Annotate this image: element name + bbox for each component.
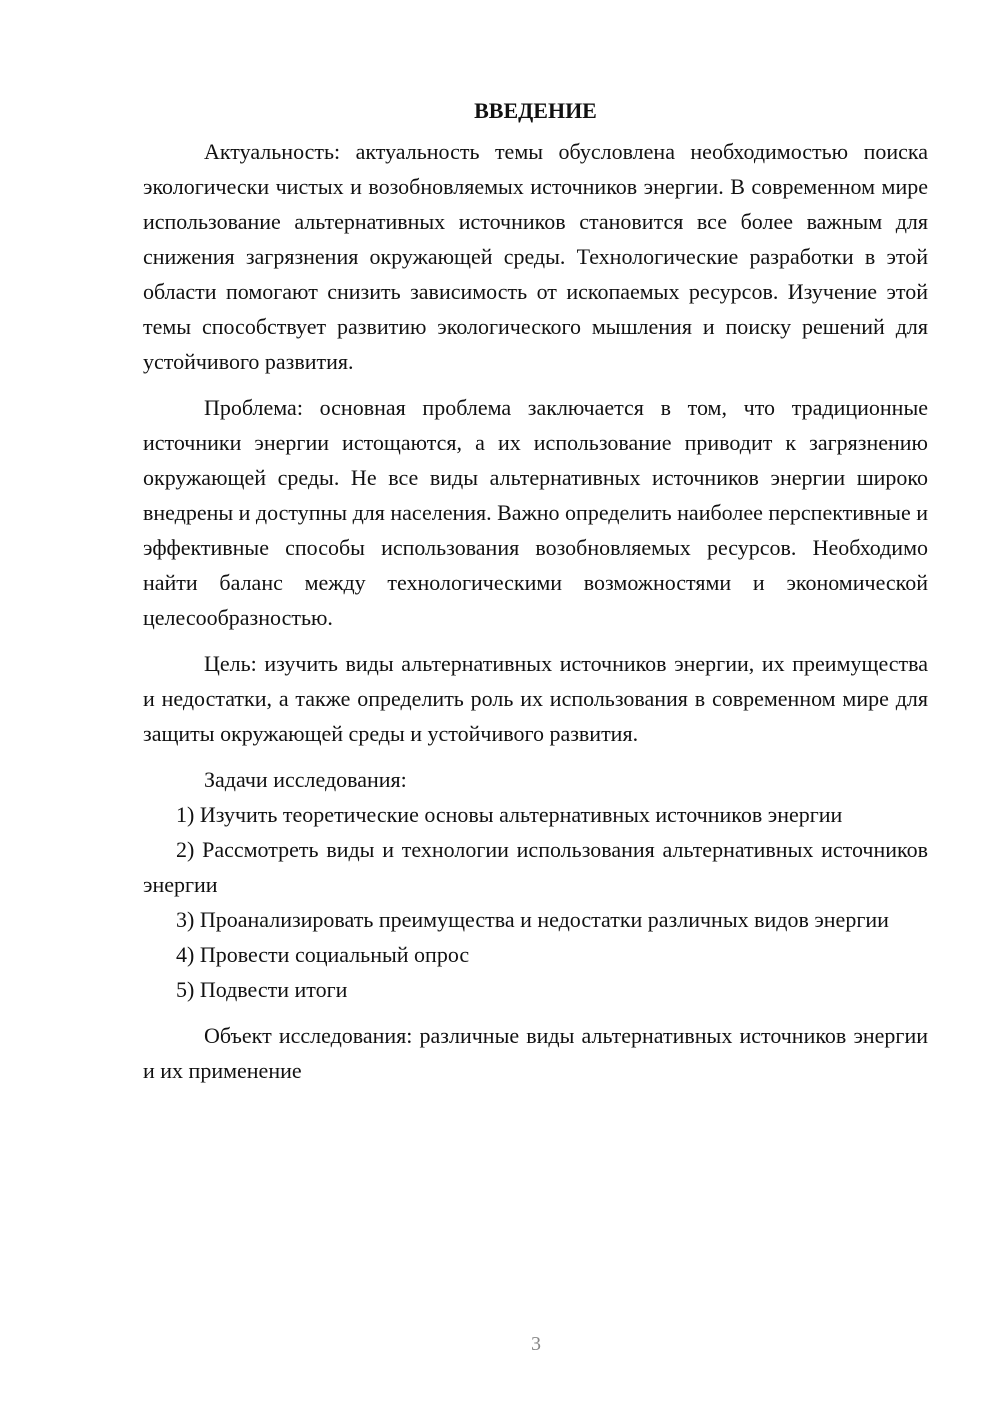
tasks-heading: Задачи исследования: [204, 767, 407, 792]
task-item: 4) Провести социальный опрос [176, 942, 470, 967]
document-page [143, 93, 928, 1088]
section-title: ВВЕДЕНИЕ [474, 98, 597, 123]
paragraph-goal: Цель: изучить виды альтернативных источников энергии, их преимущества и недостатки, а также определить роль их использования в современном мире для защиты окружающей среды и устойчивого развития. [143, 651, 928, 746]
task-item: 2) Рассмотреть виды и технологии использования альтернативных источников энергии [143, 837, 928, 897]
paragraph-object: Объект исследования: различные виды альтернативных источников энергии и их применение [143, 1023, 928, 1083]
task-item: 3) Проанализировать преимущества и недостатки различных видов энергии [176, 907, 889, 932]
task-item: 5) Подвести итоги [176, 977, 348, 1002]
task-item: 1) Изучить теоретические основы альтернативных источников энергии [176, 802, 843, 827]
paragraph-problem: Проблема: основная проблема заключается в том, что традиционные источники энергии истощаются, а их использование приводит к загрязнению окружающей среды. Не все виды альтернативных источников энергии широко внедрены и доступны для населения. Важно определить наиболее перспективные и эффективные способы использования возобновляемых ресурсов. Необходимо найти баланс между технологическими возможностями и экономической целесообразностью. [143, 395, 928, 630]
tasks-list [143, 797, 928, 1007]
page-number: 3 [531, 1333, 541, 1355]
paragraph-relevance: Актуальность: актуальность темы обусловлена необходимостью поиска экологически чистых и возобновляемых источников энергии. В современном мире использование альтернативных источников становится все более важным для снижения загрязнения окружающей среды. Технологические разработки в этой области помогают снизить зависимость от ископаемых ресурсов. Изучение этой темы способствует развитию экологического мышления и поиску решений для устойчивого развития. [143, 139, 928, 374]
